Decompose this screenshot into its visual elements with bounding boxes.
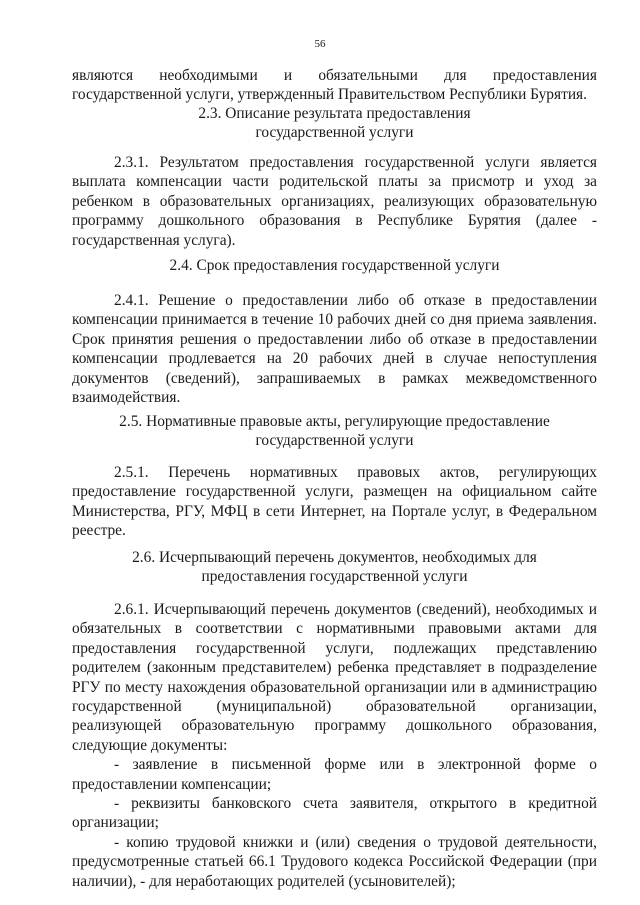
paragraph-2-3-1: 2.3.1. Результатом предоставления государственной услуги является выплата компенсации части родительской платы за присмотр и уход за ребенком в образовательных организациях, реализующих образовательную программу дошкольного образования в Республике Бурятия (далее - государственная услуга). bbox=[72, 154, 597, 249]
section-heading-line: 2.3. Описание результата предоставления bbox=[198, 105, 471, 122]
section-2-4-heading bbox=[72, 256, 597, 275]
continuation-text bbox=[72, 66, 597, 105]
section-2-3-heading bbox=[72, 104, 597, 143]
section-heading-line: 2.5. Нормативные правовые акты, регулирующие предоставление bbox=[119, 413, 550, 430]
section-heading-line: государственной услуги bbox=[255, 124, 414, 142]
paragraph-2-5-1: 2.5.1. Перечень нормативных правовых актов, регулирующих предоставление государственной услуги, размещен на официальном сайте Министерства, РГУ, МФЦ в сети Интернет, на Портале услуг, в Федеральном реестре. bbox=[72, 464, 597, 540]
paragraph-2-6-1: 2.6.1. Исчерпывающий перечень документов (сведений), необходимых и обязательных в соответствии с нормативными правовыми актами для предоставления государственной услуги, подлежащих представлению родителем (законным представителем) ребенка представляет в подразделение РГУ по месту нахождения образовательной организации или в администрацию государственной (муниципальной) образовательной организации, реализующей образовательную программу дошкольного образования, следующие документы: bbox=[72, 601, 597, 754]
section-heading-line: 2.4. Срок предоставления государственной услуги bbox=[169, 257, 500, 274]
list-item: - реквизиты банковского счета заявителя, открытого в кредитной организации; bbox=[72, 795, 597, 832]
section-2-4-body bbox=[72, 291, 597, 407]
continuation-line-1: являются необходимыми и обязательными для предоставления bbox=[72, 67, 597, 84]
section-heading-line: государственной услуги bbox=[255, 432, 414, 450]
section-2-3-body bbox=[72, 153, 597, 250]
list-item: - заявление в письменной форме или в электронной форме о предоставлении компенсации; bbox=[72, 756, 597, 793]
section-2-6-heading bbox=[72, 548, 597, 587]
section-2-5-body bbox=[72, 463, 597, 541]
section-heading-line: 2.6. Исчерпывающий перечень документов, необходимых для bbox=[132, 549, 537, 566]
list-item: - копию трудовой книжки и (или) сведения о трудовой деятельности, предусмотренные статьей 66.1 Трудового кодекса Российской Федерации (при наличии), - для неработающих родителей (усыновителей); bbox=[72, 833, 597, 890]
section-2-6-body bbox=[72, 600, 597, 891]
paragraph-2-4-1: 2.4.1. Решение о предоставлении либо об отказе в предоставлении компенсации принимается в течение 10 рабочих дней со дня приема заявления. Срок принятия решения о предоставлении либо об отказе в предоставлении компенсации продлевается на 20 рабочих дней в случае непоступления документов (сведений), запрашиваемых в рамках межведомственного взаимодействия. bbox=[72, 292, 597, 407]
page-number: 56 bbox=[314, 38, 326, 50]
section-heading-line: предоставления государственной услуги bbox=[201, 568, 468, 586]
continuation-line-2: государственной услуги, утвержденный Правительством Республики Бурятия. bbox=[72, 86, 587, 104]
section-2-5-heading bbox=[72, 412, 597, 451]
